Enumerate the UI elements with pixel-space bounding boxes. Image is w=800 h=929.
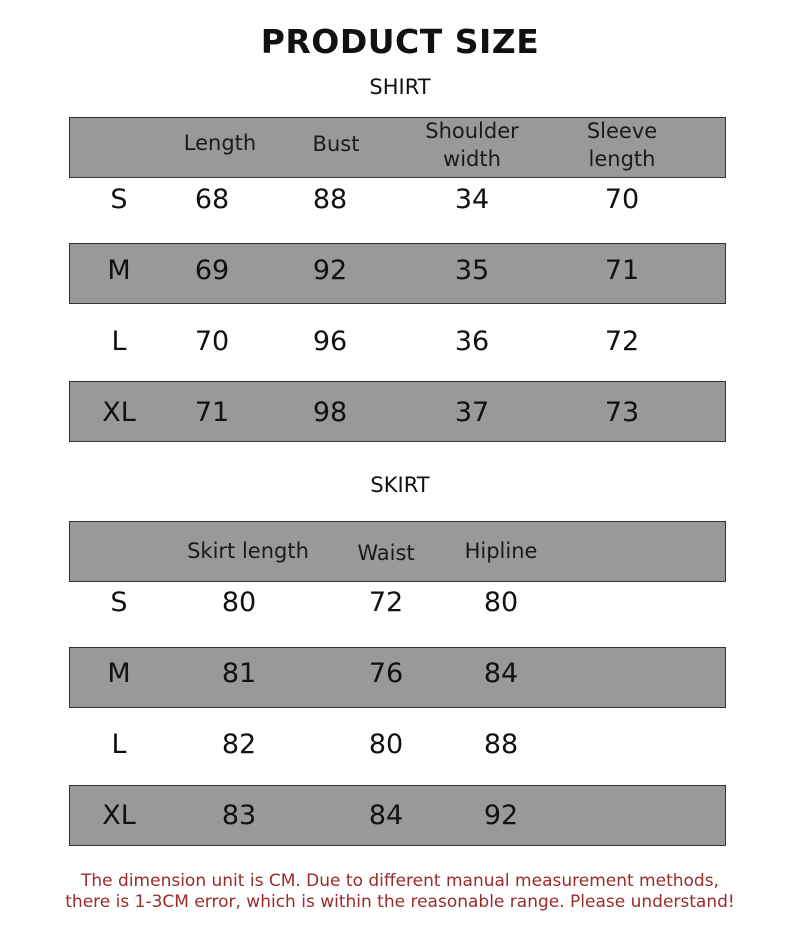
skirt-row-s-size: S xyxy=(110,587,128,618)
skirt-row-xl-length: 83 xyxy=(221,800,257,831)
shirt-row-l-length: 70 xyxy=(194,326,230,357)
measurement-note-line2: there is 1-3CM error, which is within the reasonable range. Please understand! xyxy=(65,892,735,912)
shirt-header-length: Length xyxy=(183,131,257,155)
shirt-row-xl-sleeve: 73 xyxy=(604,397,640,428)
skirt-row-s-hipline: 80 xyxy=(483,587,519,618)
skirt-row-l-length: 82 xyxy=(221,729,257,760)
measurement-note xyxy=(0,871,800,913)
skirt-row-xl-hipline: 92 xyxy=(483,800,519,831)
shirt-row-m-sleeve: 71 xyxy=(604,255,640,286)
shirt-row-l-sleeve: 72 xyxy=(604,326,640,357)
skirt-row-m-size: M xyxy=(107,658,131,689)
shirt-row-l-shoulder: 36 xyxy=(454,326,490,357)
skirt-row-l-waist: 80 xyxy=(368,729,404,760)
shirt-row-s-sleeve: 70 xyxy=(604,184,640,215)
skirt-row-l-size: L xyxy=(111,729,127,760)
shirt-row-m-bust: 92 xyxy=(312,255,348,286)
skirt-row-xl-waist: 84 xyxy=(368,800,404,831)
skirt-section-title: SKIRT xyxy=(370,473,430,497)
skirt-row-m-length: 81 xyxy=(221,658,257,689)
shirt-row-m-shoulder: 35 xyxy=(454,255,490,286)
skirt-row-l-hipline: 88 xyxy=(483,729,519,760)
skirt-row-xl-size: XL xyxy=(102,800,136,831)
shirt-header-shoulder: Shoulder width xyxy=(425,119,519,171)
shirt-row-s-length: 68 xyxy=(194,184,230,215)
shirt-row-m-length: 69 xyxy=(194,255,230,286)
shirt-row-xl-bust: 98 xyxy=(312,397,348,428)
shirt-row-m-size: M xyxy=(107,255,131,286)
shirt-row-s-bust: 88 xyxy=(312,184,348,215)
skirt-header-waist: Waist xyxy=(357,541,415,565)
shirt-row-s-shoulder: 34 xyxy=(454,184,490,215)
page-title: PRODUCT SIZE xyxy=(260,22,540,61)
shirt-section-title: SHIRT xyxy=(369,75,431,99)
shirt-row-l-size: L xyxy=(111,326,127,357)
shirt-row-l-bust: 96 xyxy=(312,326,348,357)
measurement-note-line1: The dimension unit is CM. Due to different manual measurement methods, xyxy=(81,871,719,891)
shirt-row-s-size: S xyxy=(110,184,128,215)
shirt-row-xl-length: 71 xyxy=(194,397,230,428)
shirt-header-sleeve: Sleeve length xyxy=(586,119,658,171)
shirt-header-bust: Bust xyxy=(312,132,360,156)
skirt-row-s-length: 80 xyxy=(221,587,257,618)
skirt-row-m-hipline: 84 xyxy=(483,658,519,689)
shirt-row-xl-size: XL xyxy=(102,397,136,428)
skirt-header-hipline: Hipline xyxy=(464,539,538,563)
shirt-row-xl-shoulder: 37 xyxy=(454,397,490,428)
skirt-row-m-waist: 76 xyxy=(368,658,404,689)
skirt-header-length: Skirt length xyxy=(187,539,309,563)
skirt-row-s-waist: 72 xyxy=(368,587,404,618)
